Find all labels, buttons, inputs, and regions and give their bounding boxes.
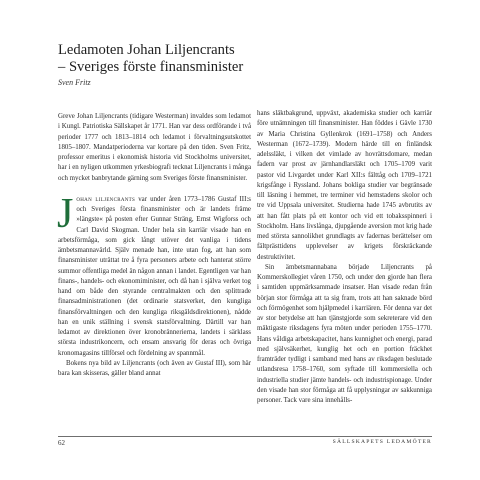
lead-paragraph — [57, 190, 251, 359]
page-number: 62 — [58, 439, 65, 447]
body-paragraph: Sin ämbetsmannabana började Liljencrants på Kommerskollegiet våren 1750, och under den gjorde han flera i samtiden uppmärksammade insatser. Han visade redan från början stor förmåga att ta sig fram, trots att han saknade börd och förmögenhet som hjälpmedel i karriären. För denna var det av stor betydelse att han tjänstgjorde som sekreterare vid den mäktigaste riksdagens fyra möten under perioden 1755–1770. Hans våldiga arbetskapacitet, hans kunnighet och energi, parad med självsäkerhet, kunglig het och en portion fräckhet framträder tydligt i samband med hans av riksdagen beslutade utlandsresa 1758–1760, som syftade till kommersiella och industriella studier jämte handels- och industrispionage. Under den visade han stor förmåga att få upplysningar av sakkunniga personer. Tack vare sina innehålls- — [257, 263, 432, 404]
author-byline: Sven Fritz — [58, 78, 91, 87]
title-line-1: Ledamoten Johan Liljencrants — [58, 42, 235, 58]
left-column — [58, 112, 251, 379]
running-head: SÄLLSKAPETS LEDAMÖTER — [332, 439, 432, 445]
drop-cap: J — [57, 190, 74, 237]
lead-smallcaps: ohan liljencrants — [76, 195, 136, 203]
right-column — [257, 109, 432, 406]
abstract-paragraph: Greve Johan Liljencrants (tidigare Westerman) invaldes som ledamot i Kungl. Patriotiska Sällskapet år 1771. Han var dess ordförande i två perioder 1777 och 1813–1814 och ledamot i förvaltningsutskottet 1805–1807. Mandatperioderna var kortare på den tiden. Sven Fritz, professor emeritus i ekonomisk historia vid Stockholms universitet, har i en nyligen utkommen yrkesbiografi tecknat Liljencrants i många och mycket banbrytande gärning som Sveriges förste finansminister. — [58, 113, 251, 182]
footer-rule — [58, 436, 432, 437]
lead-text: var under åren 1773–1786 Gustaf III:s och Sveriges första finansminister och är landets främe »längste« på posten efter Gunnar Sträng, Ernst Wigforss och Carl David Skogman. Under hela sin karriär visade han en arbetsförmåga, som gick långt utöver det vanliga i tidens ämbetsmannavärld. Själv menade han, inte utan fog, att han som finansminister uträttat tre å fyra personers arbete och hanterat större summor offentliga medel än någon annan i landet. Egentligen var han finans-, handels- och ekonomiminister, och då han i själva verket tog hand om både den styrande centralmakten och den splittrade finansadministrationen (det ordinarie statsverket, den kungliga finansförvaltningen och den kungliga riksgäldsdirektionen), nådde han en unik ställning i svensk statsförvaltning. Därtill var han ledamot av direktionen över kronobrännerierna, landets i särklass största industrikoncern, och ensam ansvarig för deras och övriga kronomagasins tillförsel och fördelning av spannmål. — [58, 195, 251, 357]
body-paragraph: Bokens nya bild av Liljencrants (och även av Gustaf III), som här bara kan skisseras, gäller bland annat — [58, 359, 251, 377]
body-paragraph: hans släktbakgrund, uppväxt, akademiska studier och karriär före utnämningen till finansminister. Han föddes i Gävle 1730 av Maria Christina Gyllenkrok (1691–1758) och Anders Westerman (1672–1739). Modern härde till en finländsk adelssläkt, i vilken det vimlade av hovrättsdomare, medan fadern var prost av järnhandlarsläkt och 1705–1709 varit pastor vid Livgardet under Karl XII:s fälttåg och 1709–1721 krigsfånge i Ryssland. Johans bokliga studier var begränsade till läsning i hemmet, tre terminer vid hemstadens skolor och tre vid Uppsala universitet. Studierna hade 1745 avbrutits av att han fått plats på ett kontor och vid ett tobaksspinneri i Stockholm. Hans livslånga, djupgående aversion mot krig hade med största sannolikhet grundlagts av fadernas berättelser om fältprästtidens upplevelser av krigets förskräckande destruktivitet. — [257, 110, 432, 261]
article-title — [58, 42, 458, 76]
title-line-2: – Sveriges förste finansminister — [58, 59, 244, 75]
